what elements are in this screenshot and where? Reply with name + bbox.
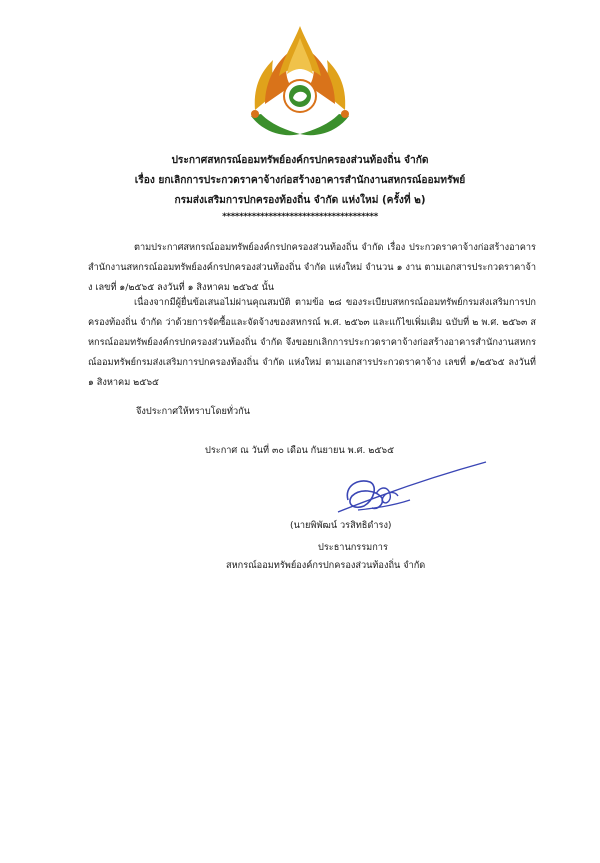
signer-organization: สหกรณ์ออมทรัพย์องค์กรปกครองส่วนท้องถิ่น จำกัด	[226, 560, 426, 571]
heading-line-1: ประกาศสหกรณ์ออมทรัพย์องค์กรปกครองส่วนท้องถิ่น จำกัด	[171, 155, 429, 166]
cooperative-logo	[243, 24, 357, 142]
signer-name: (นายพิพัฒน์ วรสิทธิดำรง)	[290, 520, 392, 531]
announce-date: ประกาศ ณ วันที่ ๓๐ เดือน กันยายน พ.ศ. ๒๕๖๕	[205, 445, 395, 456]
paragraph-2: เนื่องจากมีผู้ยื่นข้อเสนอไม่ผ่านคุณสมบัติ ตามข้อ ๒๘ ของระเบียบสหกรณ์ออมทรัพย์กรมส่งเสริมการปกครองท้องถิ่น จำกัด ว่าด้วยการจัดซื้อและจัดจ้างของสหกรณ์ พ.ศ. ๒๕๖๓ และแก้ไขเพิ่มเติม ฉบับที่ ๒ พ.ศ. ๒๕๖๓ สหกรณ์ออมทรัพย์องค์กรปกครองส่วนท้องถิ่น จำกัด จึงขอยกเลิกการประกวดราคาจ้างก่อสร้างอาคารสำนักงานสหกรณ์ออมทรัพย์กรมส่งเสริมการปกครองท้องถิ่น จำกัด แห่งใหม่ ตามเอกสารประกวดราคาจ้าง เลขที่ ๑/๒๕๖๕ ลงวันที่ ๑ สิงหาคม ๒๕๖๕	[88, 297, 536, 388]
handwritten-signature	[318, 456, 490, 522]
paragraph-2-container	[88, 293, 536, 393]
heading-line-2: เรื่อง ยกเลิกการประกวดราคาจ้างก่อสร้างอาคารสำนักงานสหกรณ์ออมทรัพย์	[134, 175, 466, 186]
paragraph-3: จึงประกาศให้ทราบโดยทั่วกัน	[136, 406, 250, 417]
heading-line-3: กรมส่งเสริมการปกครองท้องถิ่น จำกัด แห่งใหม่ (ครั้งที่ ๒)	[174, 195, 426, 206]
signer-title: ประธานกรรมการ	[318, 542, 388, 553]
paragraph-1-container	[88, 238, 536, 298]
paragraph-1: ตามประกาศสหกรณ์ออมทรัพย์องค์กรปกครองส่วนท้องถิ่น จำกัด เรื่อง ประกวดราคาจ้างก่อสร้างอาคารสำนักงานสหกรณ์ออมทรัพย์องค์กรปกครองส่วนท้องถิ่น จำกัด แห่งใหม่ จำนวน ๑ งาน ตามเอกสารประกวดราคาจ้าง เลขที่ ๑/๒๕๖๕ ลงวันที่ ๑ สิงหาคม ๒๕๖๕ นั้น	[88, 242, 536, 293]
separator-stars: *************************************	[222, 212, 378, 222]
